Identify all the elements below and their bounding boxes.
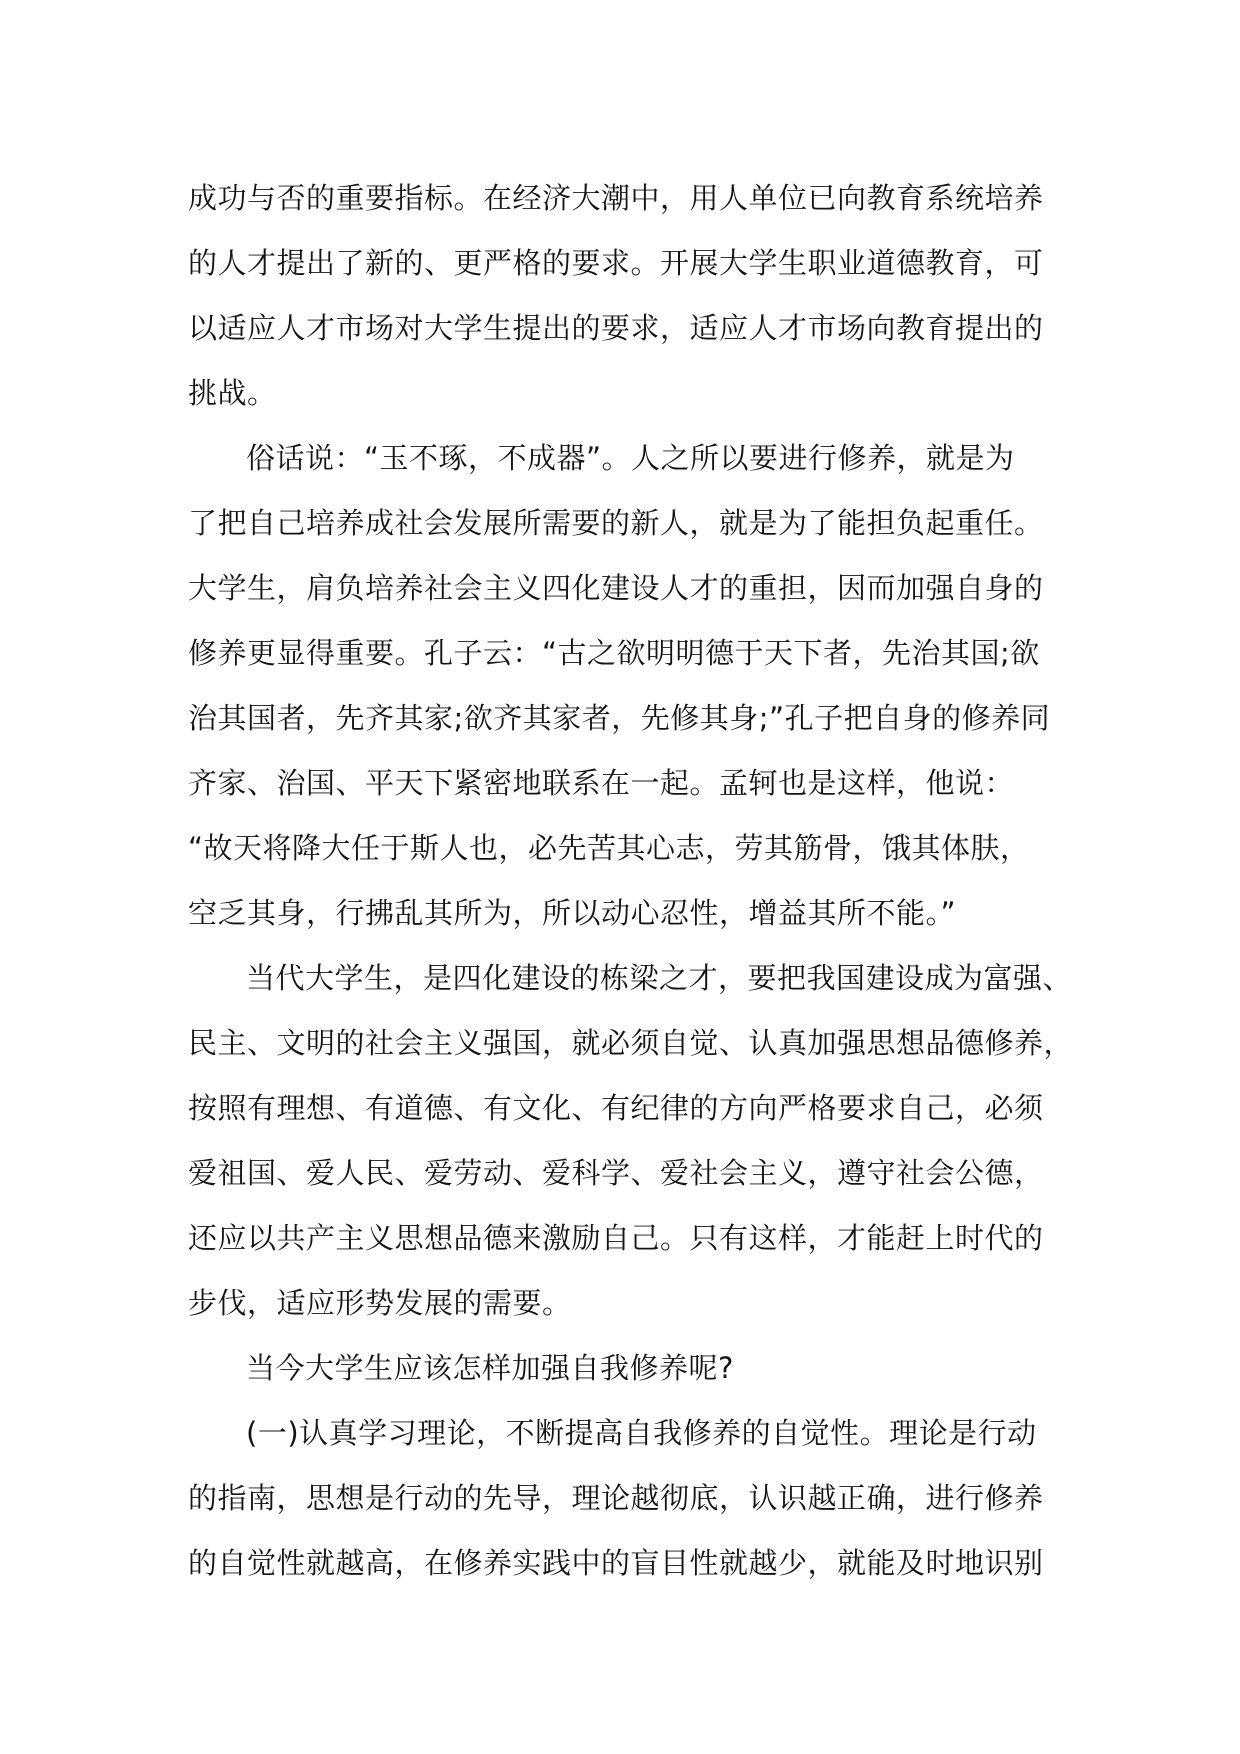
text-line: 步伐，适应形势发展的需要。 <box>188 1286 572 1320</box>
text-line: 当今大学生应该怎样加强自我修养呢? <box>246 1351 734 1385</box>
text-line: “故天将降大任于斯人也，必先苦其心志，劳其筋骨，饿其体肤， <box>188 831 1030 865</box>
text-line: 的指南，思想是行动的先导，理论越彻底，认识越正确，进行修养 <box>188 1481 1044 1515</box>
text-line: 俗话说：“玉不琢，不成器”。人之所以要进行修养，就是为 <box>246 441 1015 475</box>
text-line: 的人才提出了新的、更严格的要求。开展大学生职业道德教育，可 <box>188 246 1044 280</box>
text-line: 挑战。 <box>188 376 277 410</box>
text-line: 治其国者，先齐其家;欲齐其家者，先修其身;”孔子把自身的修养同 <box>188 701 1051 735</box>
document-page <box>188 166 1088 1596</box>
paragraph-2 <box>188 426 1088 946</box>
paragraph-5 <box>188 1401 1088 1596</box>
text-line: 民主、文明的社会主义强国，就必须自觉、认真加强思想品德修养， <box>188 1026 1074 1060</box>
text-line: 修养更显得重要。孔子云：“古之欲明明德于天下者，先治其国;欲 <box>188 636 1040 670</box>
text-line: 了把自己培养成社会发展所需要的新人，就是为了能担负起重任。 <box>188 506 1044 540</box>
text-line: (一)认真学习理论，不断提高自我修养的自觉性。理论是行动 <box>246 1416 1037 1450</box>
text-line: 当代大学生，是四化建设的栋梁之才，要把我国建设成为富强、 <box>246 961 1073 995</box>
text-line: 按照有理想、有道德、有文化、有纪律的方向严格要求自己，必须 <box>188 1091 1044 1125</box>
text-line: 大学生，肩负培养社会主义四化建设人才的重担，因而加强自身的 <box>188 571 1044 605</box>
text-line: 空乏其身，行拂乱其所为，所以动心忍性，增益其所不能。” <box>188 896 957 930</box>
text-line: 还应以共产主义思想品德来激励自己。只有这样，才能赶上时代的 <box>188 1221 1044 1255</box>
text-line: 以适应人才市场对大学生提出的要求，适应人才市场向教育提出的 <box>188 311 1044 345</box>
text-line: 齐家、治国、平天下紧密地联系在一起。孟轲也是这样，他说： <box>188 766 1015 800</box>
text-line: 爱祖国、爱人民、爱劳动、爱科学、爱社会主义，遵守社会公德， <box>188 1156 1044 1190</box>
paragraph-1 <box>188 166 1088 426</box>
paragraph-4 <box>188 1336 1088 1401</box>
paragraph-3 <box>188 946 1088 1336</box>
text-line: 成功与否的重要指标。在经济大潮中，用人单位已向教育系统培养 <box>188 181 1044 215</box>
text-line: 的自觉性就越高，在修养实践中的盲目性就越少，就能及时地识别 <box>188 1546 1044 1580</box>
